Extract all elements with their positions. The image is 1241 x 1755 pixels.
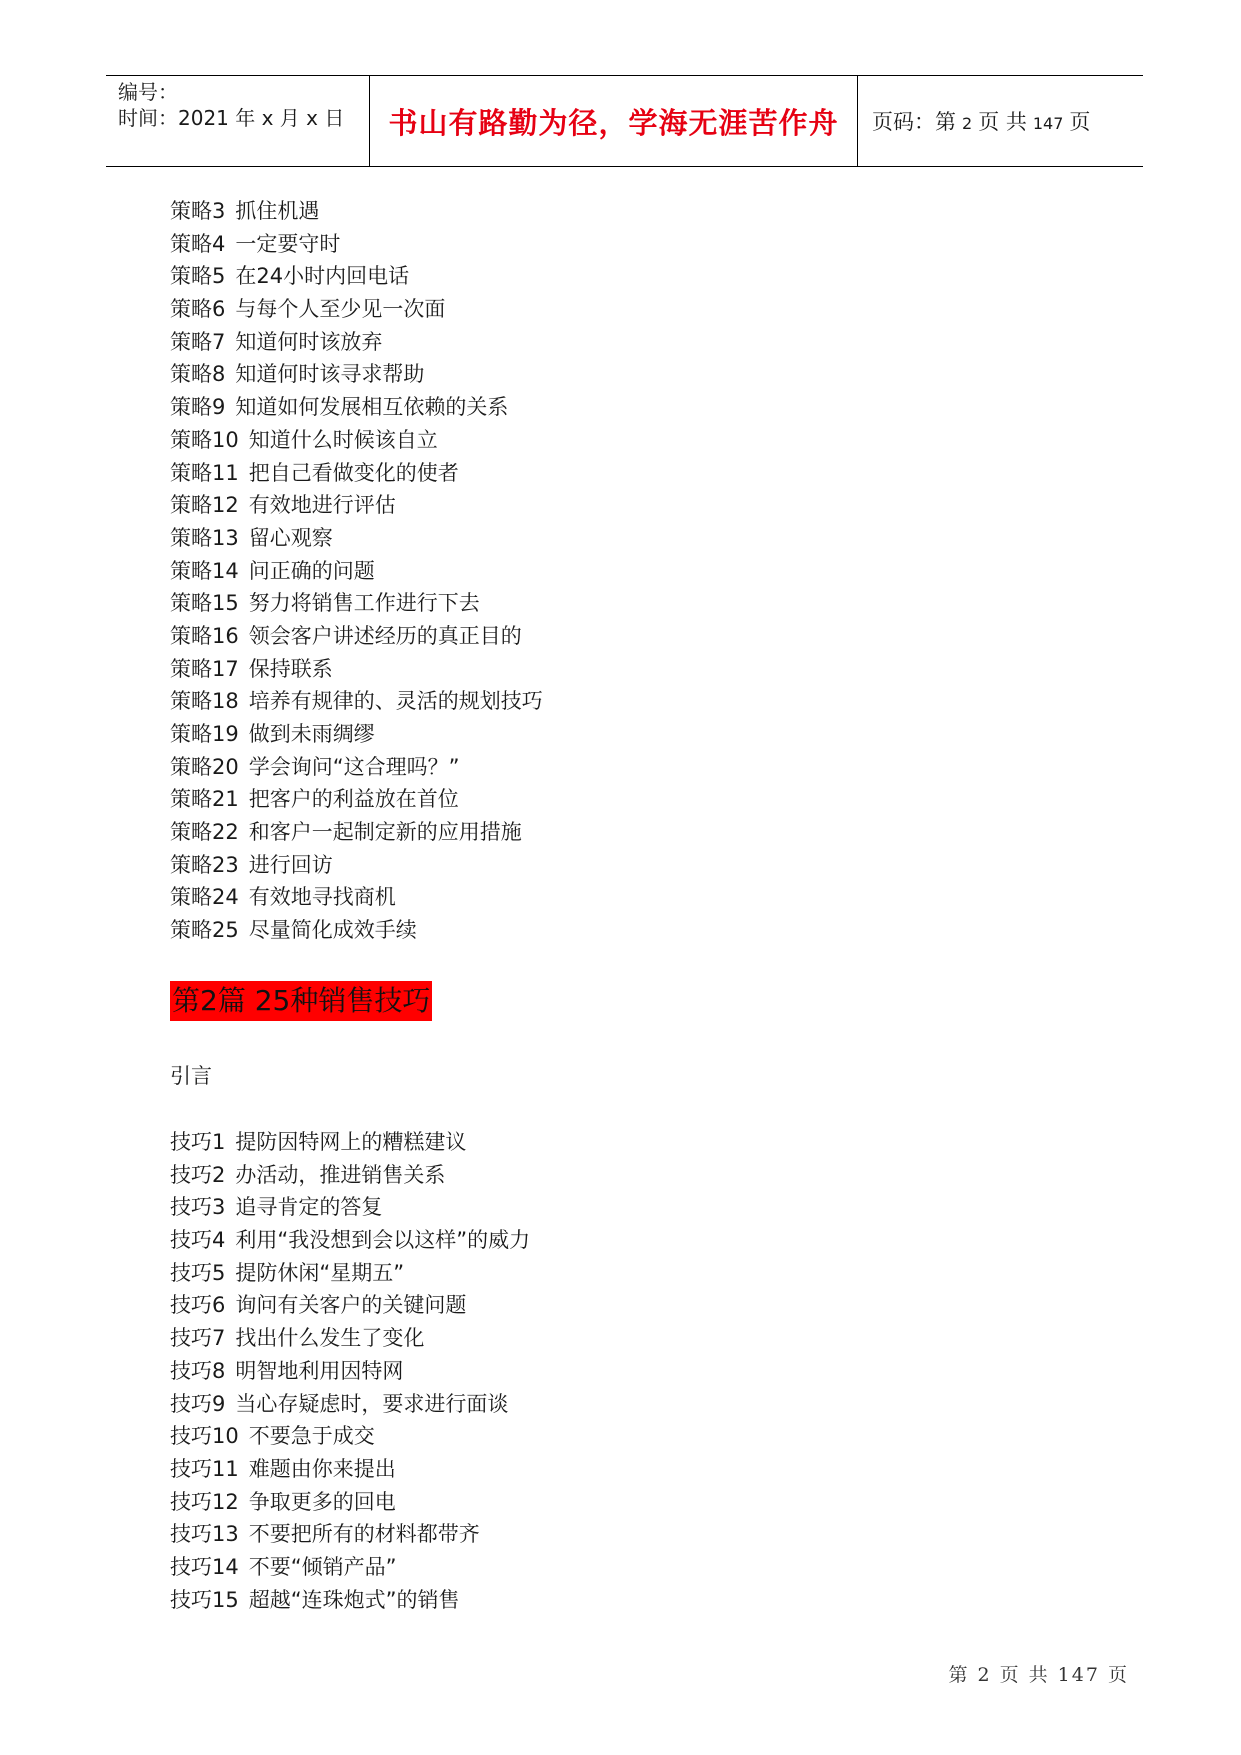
strategy-item xyxy=(170,358,543,391)
strategy-item-number: 策略22 xyxy=(170,820,239,845)
page-total: 147 xyxy=(1032,114,1064,133)
technique-item-number: 技巧10 xyxy=(170,1424,239,1449)
strategy-item-text: 努力将销售工作进行下去 xyxy=(248,591,480,616)
technique-item-number: 技巧13 xyxy=(170,1522,239,1547)
strategy-item xyxy=(170,555,543,588)
technique-item xyxy=(170,1486,530,1519)
technique-item-number: 技巧7 xyxy=(170,1326,226,1351)
strategy-item-text: 做到未雨绸缪 xyxy=(248,722,375,746)
technique-item xyxy=(170,1159,530,1192)
strategy-item-number: 策略4 xyxy=(170,231,226,256)
strategy-item-number: 策略8 xyxy=(170,362,226,387)
technique-item-number: 技巧8 xyxy=(170,1358,226,1383)
strategies-list xyxy=(170,195,543,947)
strategy-item xyxy=(170,849,543,882)
strategy-item-number: 策略17 xyxy=(170,656,239,681)
technique-item-number: 技巧2 xyxy=(170,1162,226,1187)
strategy-item-number: 策略6 xyxy=(170,297,226,322)
technique-item-text: 争取更多的回电 xyxy=(248,1489,396,1514)
strategy-item xyxy=(170,881,543,914)
technique-item-number: 技巧4 xyxy=(170,1228,226,1253)
technique-item xyxy=(170,1551,530,1584)
serial-label: 编号： xyxy=(118,80,178,104)
strategy-item-number: 策略18 xyxy=(170,689,239,714)
technique-item-number: 技巧14 xyxy=(170,1554,239,1579)
strategy-item xyxy=(170,489,543,522)
technique-item-number: 技巧11 xyxy=(170,1456,239,1481)
strategy-item xyxy=(170,260,543,293)
strategy-item-number: 策略19 xyxy=(170,722,239,746)
strategy-item xyxy=(170,685,543,718)
technique-item xyxy=(170,1355,530,1388)
strategy-item xyxy=(170,718,543,751)
strategy-item-text: 知道什么时候该自立 xyxy=(248,427,438,452)
strategy-item-number: 策略12 xyxy=(170,493,239,518)
technique-item-number: 技巧3 xyxy=(170,1195,226,1220)
technique-item xyxy=(170,1518,530,1551)
technique-item-text: 询问有关客户的关键问题 xyxy=(235,1293,467,1318)
technique-item-text: 难题由你来提出 xyxy=(248,1456,396,1481)
technique-item xyxy=(170,1191,530,1224)
technique-item-text: 提防因特网上的糟糕建议 xyxy=(235,1130,467,1154)
technique-item-text: 利用“我没想到会以这样”的威力 xyxy=(235,1228,531,1253)
strategy-item-number: 策略5 xyxy=(170,264,226,289)
strategy-item-number: 策略11 xyxy=(170,460,239,485)
technique-item xyxy=(170,1453,530,1486)
technique-item-text: 当心存疑虑时，要求进行面谈 xyxy=(235,1391,509,1416)
strategy-item-number: 策略9 xyxy=(170,395,226,420)
strategy-item-text: 领会客户讲述经历的真正目的 xyxy=(248,623,522,648)
strategy-item-text: 保持联系 xyxy=(248,656,333,681)
strategy-item-text: 问正确的问题 xyxy=(248,558,375,583)
strategy-item xyxy=(170,457,543,490)
technique-item-number: 技巧6 xyxy=(170,1293,226,1318)
strategy-item xyxy=(170,293,543,326)
strategy-item-number: 策略3 xyxy=(170,199,226,223)
strategy-item-text: 把客户的利益放在首位 xyxy=(248,787,459,812)
strategy-item-text: 知道何时该放弃 xyxy=(235,329,383,354)
technique-item-text: 追寻肯定的答复 xyxy=(235,1195,383,1220)
strategy-item-number: 策略25 xyxy=(170,918,239,943)
technique-item-number: 技巧1 xyxy=(170,1130,226,1154)
technique-item xyxy=(170,1322,530,1355)
strategy-item-number: 策略14 xyxy=(170,558,239,583)
strategy-item xyxy=(170,228,543,261)
header-page-cell xyxy=(858,76,1143,166)
strategy-item xyxy=(170,914,543,947)
page-mid: 页 共 xyxy=(978,110,1027,134)
page-prefix: 页码：第 xyxy=(872,110,956,134)
strategy-item-text: 一定要守时 xyxy=(235,231,341,256)
strategy-item-text: 和客户一起制定新的应用措施 xyxy=(248,820,522,845)
page-number: 2 xyxy=(962,114,973,133)
strategy-item xyxy=(170,653,543,686)
strategy-item-number: 策略23 xyxy=(170,852,239,877)
strategy-item-number: 策略16 xyxy=(170,623,239,648)
strategy-item-number: 策略21 xyxy=(170,787,239,812)
technique-item-text: 办活动，推进销售关系 xyxy=(235,1162,446,1187)
page-info xyxy=(872,106,1090,136)
technique-item xyxy=(170,1420,530,1453)
strategy-item-text: 有效地进行评估 xyxy=(248,493,396,518)
strategy-item-text: 与每个人至少见一次面 xyxy=(235,297,446,322)
strategy-item xyxy=(170,587,543,620)
strategy-item-text: 有效地寻找商机 xyxy=(248,885,396,910)
header-meta-cell xyxy=(106,76,370,166)
strategy-item-text: 在24小时内回电话 xyxy=(235,264,410,289)
page-footer: 第 2 页 共 147 页 xyxy=(948,1664,1129,1686)
technique-item xyxy=(170,1126,530,1159)
technique-item xyxy=(170,1224,530,1257)
section-heading: 第2篇 25种销售技巧 xyxy=(170,981,432,1021)
strategy-item xyxy=(170,816,543,849)
strategy-item-number: 策略15 xyxy=(170,591,239,616)
strategy-item xyxy=(170,391,543,424)
strategy-item-text: 学会询问“这合理吗？” xyxy=(248,754,460,779)
strategy-item-number: 策略13 xyxy=(170,525,239,550)
strategy-item-number: 策略10 xyxy=(170,427,239,452)
strategy-item-text: 知道何时该寻求帮助 xyxy=(235,362,425,387)
techniques-list xyxy=(170,1126,530,1616)
strategy-item-text: 进行回访 xyxy=(248,852,333,877)
intro-label: 引言 xyxy=(170,1064,212,1088)
strategy-item xyxy=(170,195,543,228)
technique-item-text: 不要“倾销产品” xyxy=(248,1554,397,1579)
strategy-item-number: 策略20 xyxy=(170,754,239,779)
technique-item-number: 技巧15 xyxy=(170,1587,239,1612)
strategy-item xyxy=(170,751,543,784)
time-label: 时间：2021 年 x 月 x 日 xyxy=(118,106,345,130)
page-suffix: 页 xyxy=(1069,110,1091,134)
technique-item xyxy=(170,1584,530,1617)
strategy-item-text: 尽量简化成效手续 xyxy=(248,918,417,943)
technique-item-number: 技巧12 xyxy=(170,1489,239,1514)
technique-item-text: 明智地利用因特网 xyxy=(235,1358,404,1383)
strategy-item-text: 知道如何发展相互依赖的关系 xyxy=(235,395,509,420)
technique-item-text: 找出什么发生了变化 xyxy=(235,1326,425,1351)
technique-item-text: 超越“连珠炮式”的销售 xyxy=(248,1587,460,1612)
motto: 书山有路勤为径，学海无涯苦作舟 xyxy=(388,105,839,140)
technique-item xyxy=(170,1289,530,1322)
strategy-item xyxy=(170,620,543,653)
strategy-item-text: 留心观察 xyxy=(248,525,333,550)
technique-item-text: 不要把所有的材料都带齐 xyxy=(248,1522,480,1547)
technique-item xyxy=(170,1257,530,1290)
strategy-item-number: 策略24 xyxy=(170,885,239,910)
strategy-item-text: 培养有规律的、灵活的规划技巧 xyxy=(248,689,543,714)
technique-item xyxy=(170,1388,530,1421)
header-motto-cell xyxy=(370,76,858,166)
strategy-item-text: 抓住机遇 xyxy=(235,199,320,223)
strategy-item-number: 策略7 xyxy=(170,329,226,354)
strategy-item xyxy=(170,783,543,816)
strategy-item xyxy=(170,522,543,555)
technique-item-number: 技巧9 xyxy=(170,1391,226,1416)
document-header xyxy=(106,75,1143,167)
technique-item-text: 提防休闲“星期五” xyxy=(235,1260,405,1285)
strategy-item xyxy=(170,424,543,457)
strategy-item-text: 把自己看做变化的使者 xyxy=(248,460,459,485)
strategy-item xyxy=(170,326,543,359)
technique-item-text: 不要急于成交 xyxy=(248,1424,375,1449)
technique-item-number: 技巧5 xyxy=(170,1260,226,1285)
